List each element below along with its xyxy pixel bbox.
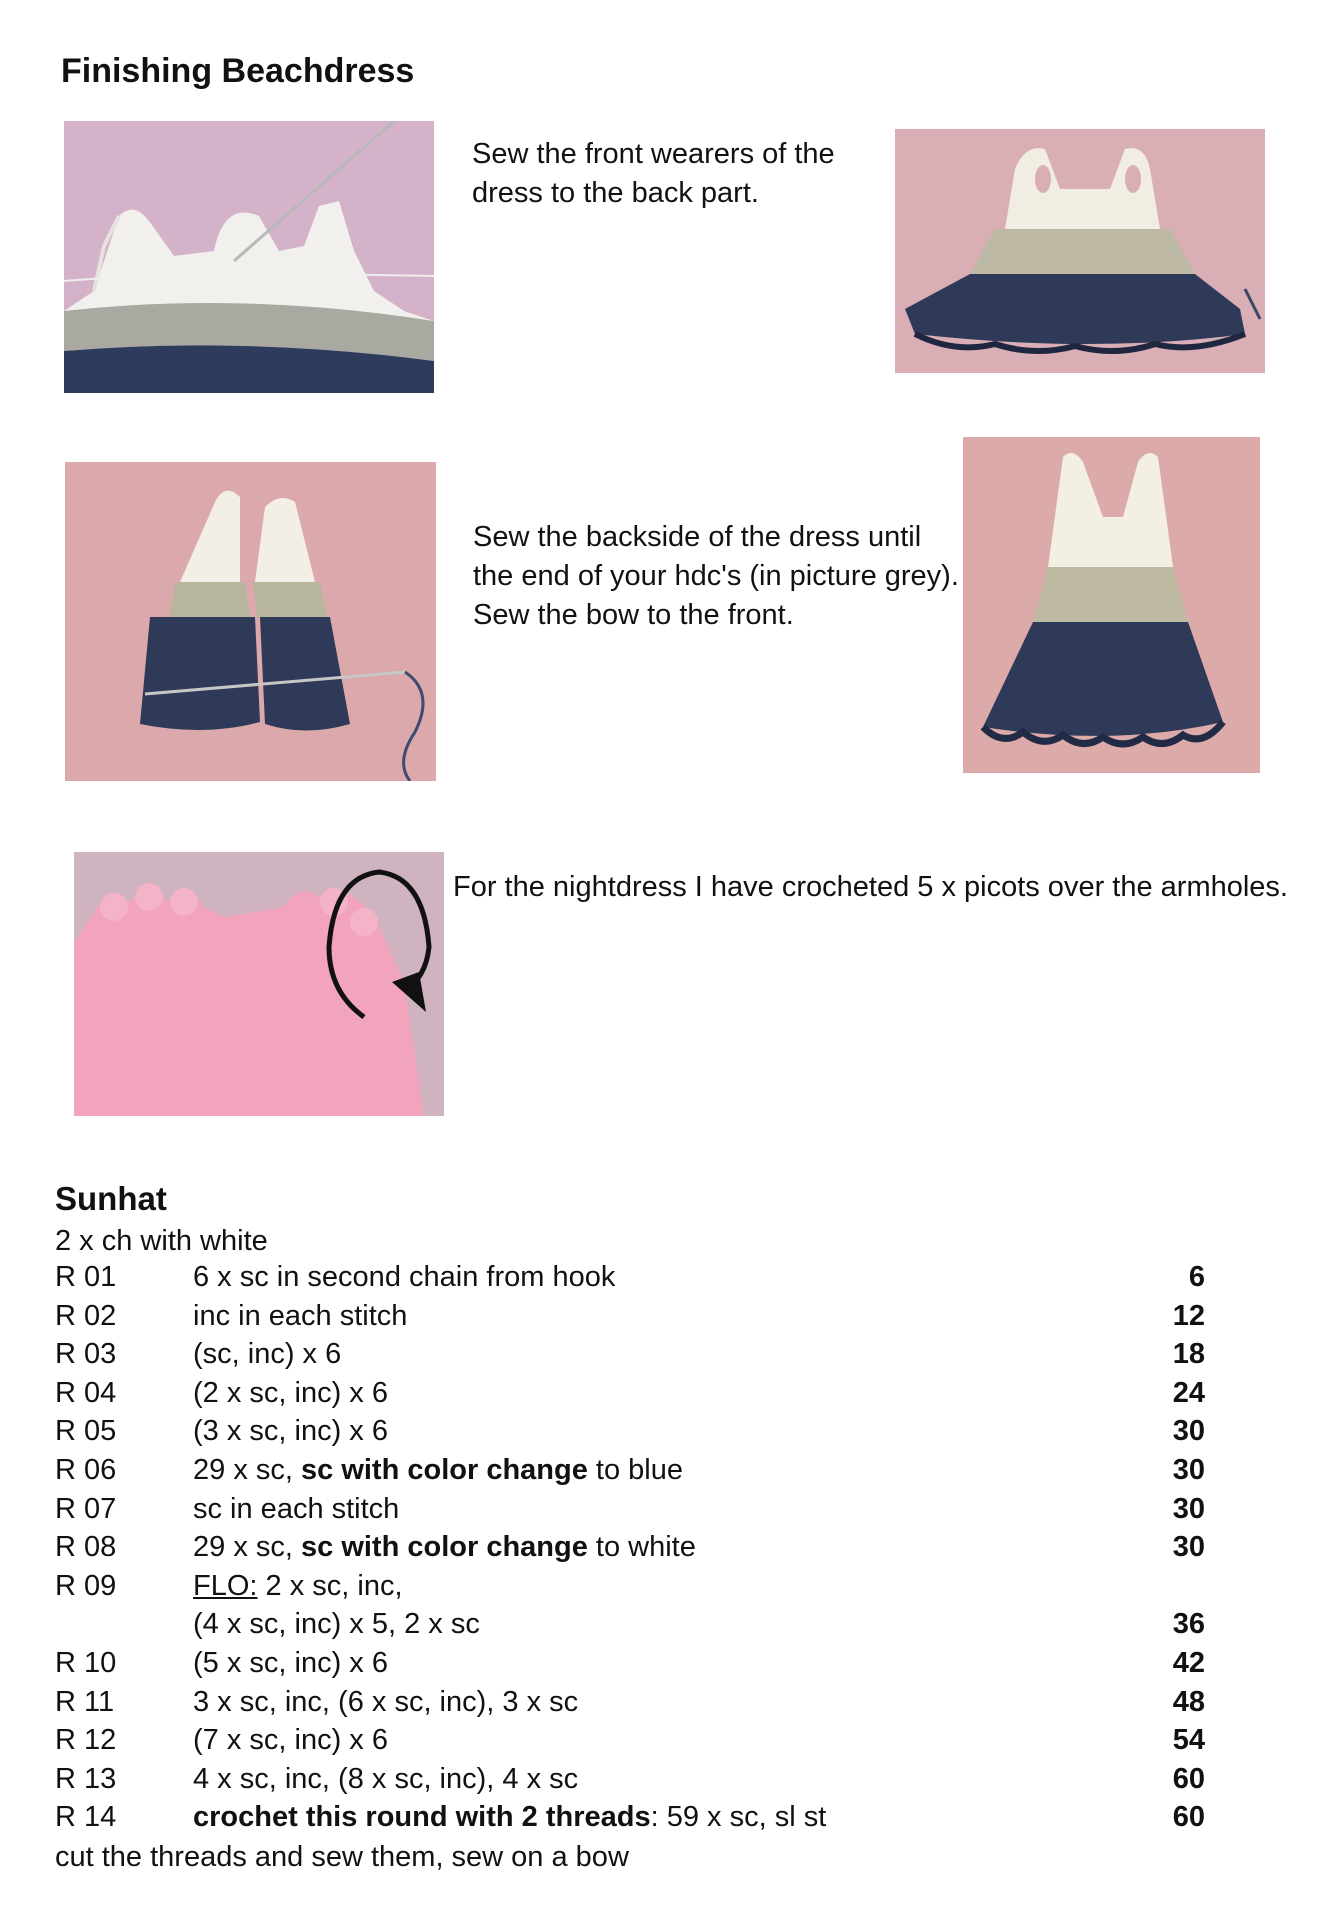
row-instruction: [193, 1567, 403, 1606]
stitch-count: 30: [1172, 1453, 1205, 1486]
pattern-row: [55, 1760, 1205, 1799]
sunhat-outro: cut the threads and sew them, sew on a bow: [55, 1841, 629, 1873]
step3-instruction: For the nightdress I have crocheted 5 x picots over the armholes.: [453, 871, 1288, 903]
pattern-row: [55, 1644, 1205, 1683]
row-instruction: sc in each stitch: [193, 1492, 400, 1525]
stitch-count: 6: [1188, 1261, 1205, 1293]
photo-dress-front-joined: [895, 129, 1265, 373]
row-instruction: inc in each stitch: [193, 1299, 408, 1332]
pattern-row: [55, 1490, 1205, 1529]
row-label: R 12: [55, 1724, 117, 1757]
row-instruction: [193, 1798, 826, 1837]
stitch-count: 30: [1172, 1492, 1205, 1525]
row-instruction: (3 x sc, inc) x 6: [193, 1415, 388, 1448]
pattern-row: [55, 1798, 1205, 1837]
row-text-bold: sc with color change: [301, 1531, 588, 1564]
pattern-row: [55, 1297, 1205, 1336]
row-label: R 02: [55, 1299, 117, 1332]
pattern-row: [55, 1374, 1205, 1413]
row-instruction: (4 x sc, inc) x 5, 2 x sc: [193, 1608, 480, 1641]
section-title-beachdress: Finishing Beachdress: [61, 52, 415, 90]
stitch-count: 36: [1172, 1608, 1205, 1641]
pattern-row: [55, 1412, 1205, 1451]
section-title-sunhat: Sunhat: [55, 1180, 167, 1217]
row-label: R 14: [55, 1801, 117, 1834]
photo-nightdress-picots: [74, 852, 444, 1116]
stitch-count: 24: [1172, 1376, 1205, 1409]
step2-instruction: [473, 518, 959, 635]
stitch-count: 12: [1172, 1299, 1205, 1332]
step1-line1: Sew the front wearers of the: [472, 138, 835, 170]
row-text-bold: crochet this round with 2 threads: [193, 1801, 651, 1834]
row-label: R 09: [55, 1569, 117, 1602]
row-label: R 11: [55, 1685, 115, 1718]
pattern-row: [55, 1683, 1205, 1722]
row-instruction: (sc, inc) x 6: [193, 1338, 342, 1371]
sunhat-rows: [55, 1258, 1205, 1837]
row-label: R 04: [55, 1376, 117, 1409]
row-label: R 08: [55, 1531, 117, 1564]
row-instruction: [193, 1451, 683, 1490]
step2-line3: Sew the bow to the front.: [473, 599, 794, 631]
row-instruction: 3 x sc, inc, (6 x sc, inc), 3 x sc: [193, 1685, 579, 1718]
row-text-pre: 29 x sc,: [193, 1453, 301, 1486]
step2-line1: Sew the backside of the dress until: [473, 521, 922, 553]
row-text-post: 2 x sc, inc,: [257, 1569, 403, 1602]
step1-instruction: [472, 135, 835, 213]
row-instruction: 6 x sc in second chain from hook: [193, 1261, 616, 1293]
row-label: R 07: [55, 1492, 117, 1525]
row-label: R 05: [55, 1415, 117, 1448]
stitch-count: 42: [1172, 1646, 1205, 1679]
pattern-row: [55, 1335, 1205, 1374]
row-label: R 03: [55, 1338, 117, 1371]
row-text-pre: 29 x sc,: [193, 1531, 301, 1564]
pattern-row: [55, 1721, 1205, 1760]
step2-line2: the end of your hdc's (in picture grey).: [473, 560, 959, 592]
pattern-row: [55, 1528, 1205, 1567]
row-label: R 01: [55, 1261, 117, 1293]
row-instruction: (5 x sc, inc) x 6: [193, 1646, 388, 1679]
pattern-row: [55, 1258, 1205, 1297]
row-instruction: (2 x sc, inc) x 6: [193, 1376, 388, 1409]
pattern-row: [55, 1567, 1205, 1606]
step1-line2: dress to the back part.: [472, 177, 759, 209]
stitch-count: 30: [1172, 1531, 1205, 1564]
row-instruction: (7 x sc, inc) x 6: [193, 1724, 388, 1757]
photo-sewing-front-wearers: [64, 121, 434, 393]
photo-sewing-backside: [65, 462, 436, 781]
row-label: R 13: [55, 1762, 117, 1795]
pattern-row: [55, 1451, 1205, 1490]
stitch-count: 30: [1172, 1415, 1205, 1448]
sunhat-intro: 2 x ch with white: [55, 1225, 268, 1257]
row-text-bold: sc with color change: [301, 1453, 588, 1486]
stitch-count: 54: [1172, 1724, 1205, 1757]
stitch-count: 18: [1172, 1338, 1205, 1371]
pattern-row: [55, 1605, 1205, 1644]
photo-finished-beachdress: [963, 437, 1260, 773]
row-text-post: to blue: [587, 1453, 683, 1486]
stitch-count: 60: [1172, 1762, 1205, 1795]
row-text-post: : 59 x sc, sl st: [650, 1801, 827, 1834]
stitch-count: 48: [1172, 1685, 1205, 1718]
row-text-post: to white: [587, 1531, 696, 1564]
stitch-count: 60: [1172, 1801, 1205, 1834]
row-text-underline: FLO:: [193, 1569, 258, 1602]
row-instruction: [193, 1528, 696, 1567]
row-instruction: 4 x sc, inc, (8 x sc, inc), 4 x sc: [193, 1762, 579, 1795]
row-label: R 06: [55, 1453, 117, 1486]
row-label: R 10: [55, 1646, 117, 1679]
